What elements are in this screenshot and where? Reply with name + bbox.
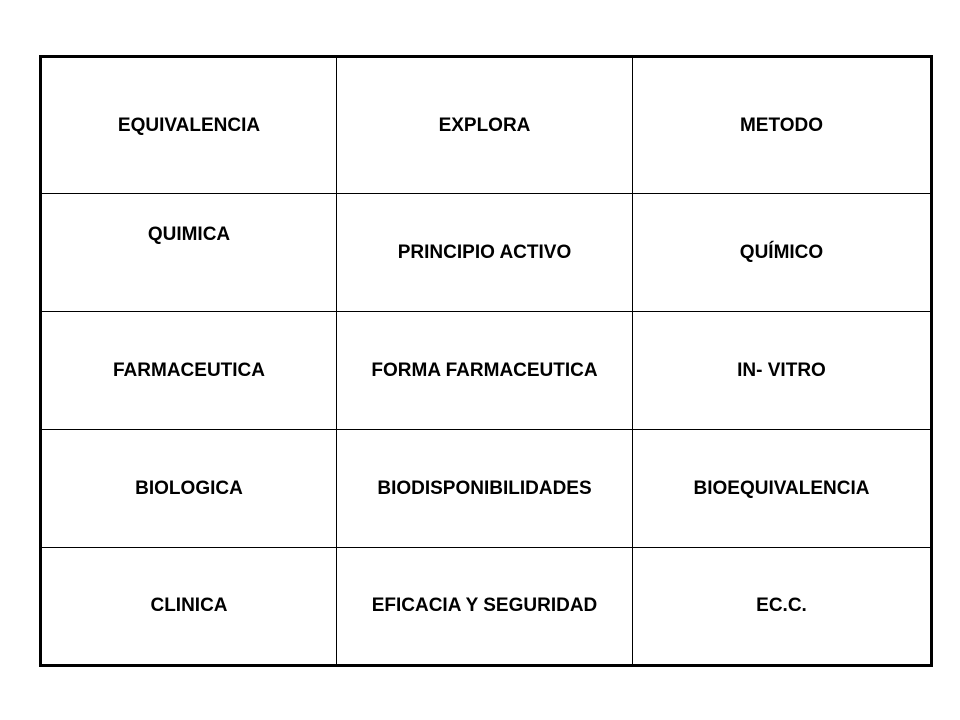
table-cell: BIOLOGICA <box>41 430 337 548</box>
equivalence-table <box>39 55 933 667</box>
table-cell: FARMACEUTICA <box>41 312 337 430</box>
table-cell: QUÍMICO <box>633 194 932 312</box>
table-cell: EC.C. <box>633 548 932 666</box>
table-cell: PRINCIPIO ACTIVO <box>337 194 633 312</box>
table-cell: EXPLORA <box>337 57 633 194</box>
table-row <box>41 312 932 430</box>
table-cell: BIODISPONIBILIDADES <box>337 430 633 548</box>
table-cell: EFICACIA Y SEGURIDAD <box>337 548 633 666</box>
table-cell: METODO <box>633 57 932 194</box>
table-cell: CLINICA <box>41 548 337 666</box>
table-cell: IN- VITRO <box>633 312 932 430</box>
table-cell <box>41 194 337 312</box>
cell-text: QUIMICA <box>147 223 231 245</box>
table-row <box>41 57 932 194</box>
table-row <box>41 194 932 312</box>
table-row <box>41 548 932 666</box>
table-cell: EQUIVALENCIA <box>41 57 337 194</box>
table-cell: FORMA FARMACEUTICA <box>337 312 633 430</box>
table-row <box>41 430 932 548</box>
table-cell: BIOEQUIVALENCIA <box>633 430 932 548</box>
